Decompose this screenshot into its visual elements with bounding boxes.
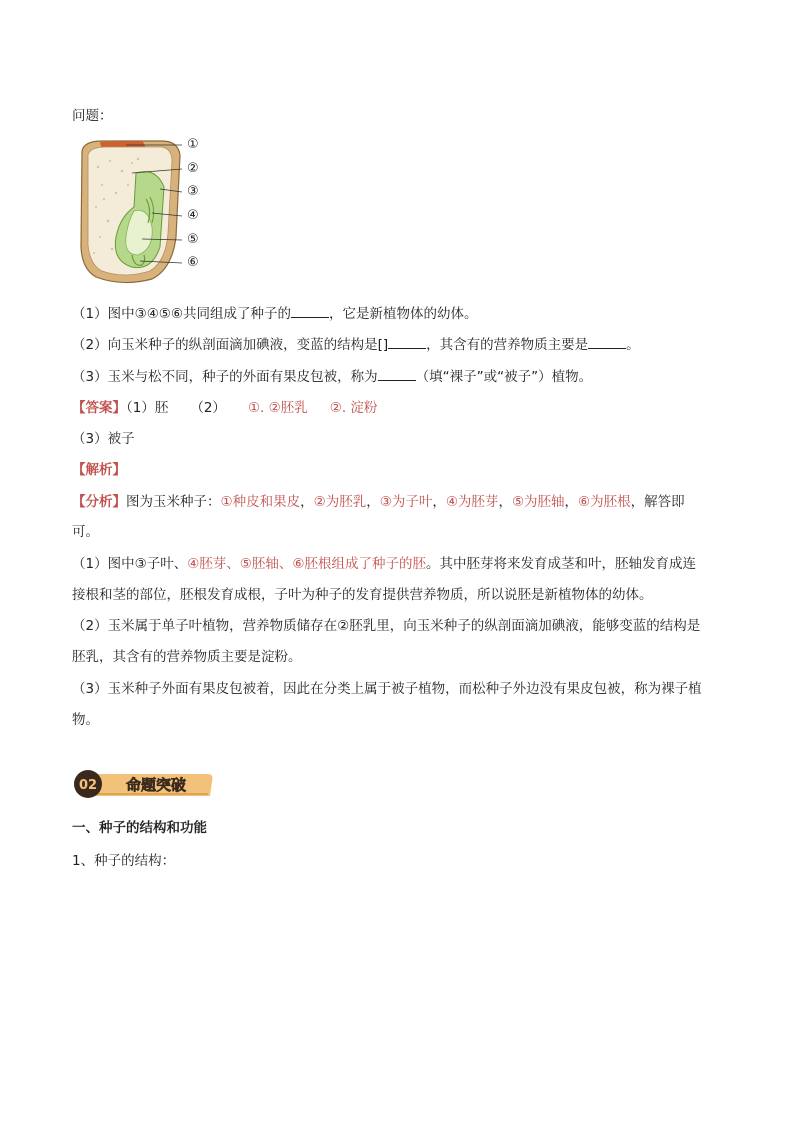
fenxi-text: ③为子叶 (379, 494, 433, 510)
question-2 (72, 333, 640, 353)
p1-text-c: 。其中胚芽将来发育成茎和叶，胚轴发育成连 (426, 556, 697, 572)
question-2-text-d: 。 (626, 337, 640, 353)
callout-2: ② (187, 161, 199, 176)
answer-tag: 【答案】 (72, 400, 126, 416)
fenxi-text: ， (366, 494, 380, 510)
analysis-paragraph-1-line2: 接根和茎的部位，胚根发育成根，子叶为种子的发育提供营养物质，所以说胚是新植物体的幼体。 (72, 587, 653, 603)
callout-1: ① (187, 137, 199, 152)
section-heading: 一、种子的结构和功能 (72, 820, 207, 836)
analysis-paragraph-2: （2）玉米属于单子叶植物，营养物质储存在②胚乳里，向玉米种子的纵剖面滴加碘液，能够变蓝的结构是 (72, 618, 701, 634)
analysis-paragraph-2-line2: 胚乳，其含有的营养物质主要是淀粉。 (72, 649, 302, 665)
p1-text-b: ④胚芽、⑤胚轴、⑥胚根组成了种子的胚 (187, 556, 427, 572)
analysis-paragraph-3-line2: 物。 (72, 712, 99, 728)
answer-blank (388, 336, 426, 349)
answer-part-1: （1）胚 (126, 400, 169, 416)
fenxi-text: ②为胚乳 (313, 494, 367, 510)
callout-6: ⑥ (187, 255, 199, 270)
fenxi-text: ， (564, 494, 579, 510)
fenxi-text: ， (432, 494, 446, 510)
question-2-text-a: （2）向玉米种子的纵剖面滴加碘液，变蓝的结构是[ (72, 337, 383, 353)
fenxi-text: ， (498, 494, 512, 510)
section-badge (74, 768, 214, 800)
callout-3: ③ (187, 184, 199, 199)
fenxi-text: ⑥为胚根 (578, 494, 631, 510)
question-1-text-a: （1）图中③④⑤⑥共同组成了种子的 (72, 306, 291, 322)
answer-part-2: （2） (190, 400, 226, 416)
fenxi-text: ，解答即 (630, 494, 685, 510)
answer-line (72, 396, 377, 416)
callout-5: ⑤ (187, 232, 199, 247)
analysis-tag: 【解析】 (72, 462, 126, 478)
answer-part-3: （3）被子 (72, 431, 135, 447)
fenxi-text: ①种皮和果皮 (220, 494, 301, 510)
question-3 (72, 365, 592, 385)
section-subheading: 1、种子的结构： (72, 853, 176, 869)
question-label: 问题： (72, 108, 113, 124)
answer-blank (291, 305, 329, 318)
answer-blank (378, 368, 416, 381)
p1-text-a: （1）图中③子叶、 (72, 556, 188, 572)
question-3-text-a: （3）玉米与松不同，种子的外面有果皮包被，称为 (72, 369, 378, 385)
fenxi-text: ④为胚芽 (445, 494, 499, 510)
badge-number: 02 (78, 778, 98, 793)
answer-part-2-ii: ②. 淀粉 (329, 400, 378, 416)
callout-4: ④ (187, 208, 199, 223)
question-2-bracket: ] (382, 337, 389, 353)
answer-part-2-i: ①. ②胚乳 (247, 400, 308, 416)
analysis-fenxi (72, 490, 685, 510)
analysis-paragraph-3: （3）玉米种子外面有果皮包被着，因此在分类上属于被子植物，而松种子外边没有果皮包被，称为裸子植 (72, 681, 702, 697)
question-2-text-c: ，其含有的营养物质主要是 (426, 337, 589, 353)
analysis-fenxi-line2: 可。 (72, 524, 99, 540)
fenxi-text: 图为玉米种子： (126, 494, 221, 510)
question-3-text-b: （填“裸子”或“被子”）植物。 (415, 369, 593, 385)
fenxi-tag: 【分析】 (72, 494, 126, 510)
analysis-paragraph-1 (72, 552, 696, 572)
fenxi-text: ， (300, 494, 314, 510)
question-1-text-b: ，它是新植物体的幼体。 (329, 306, 478, 322)
fenxi-text: ⑤为胚轴 (511, 494, 565, 510)
question-1 (72, 302, 478, 322)
answer-blank (588, 336, 626, 349)
badge-title: 命题突破 (125, 776, 187, 794)
